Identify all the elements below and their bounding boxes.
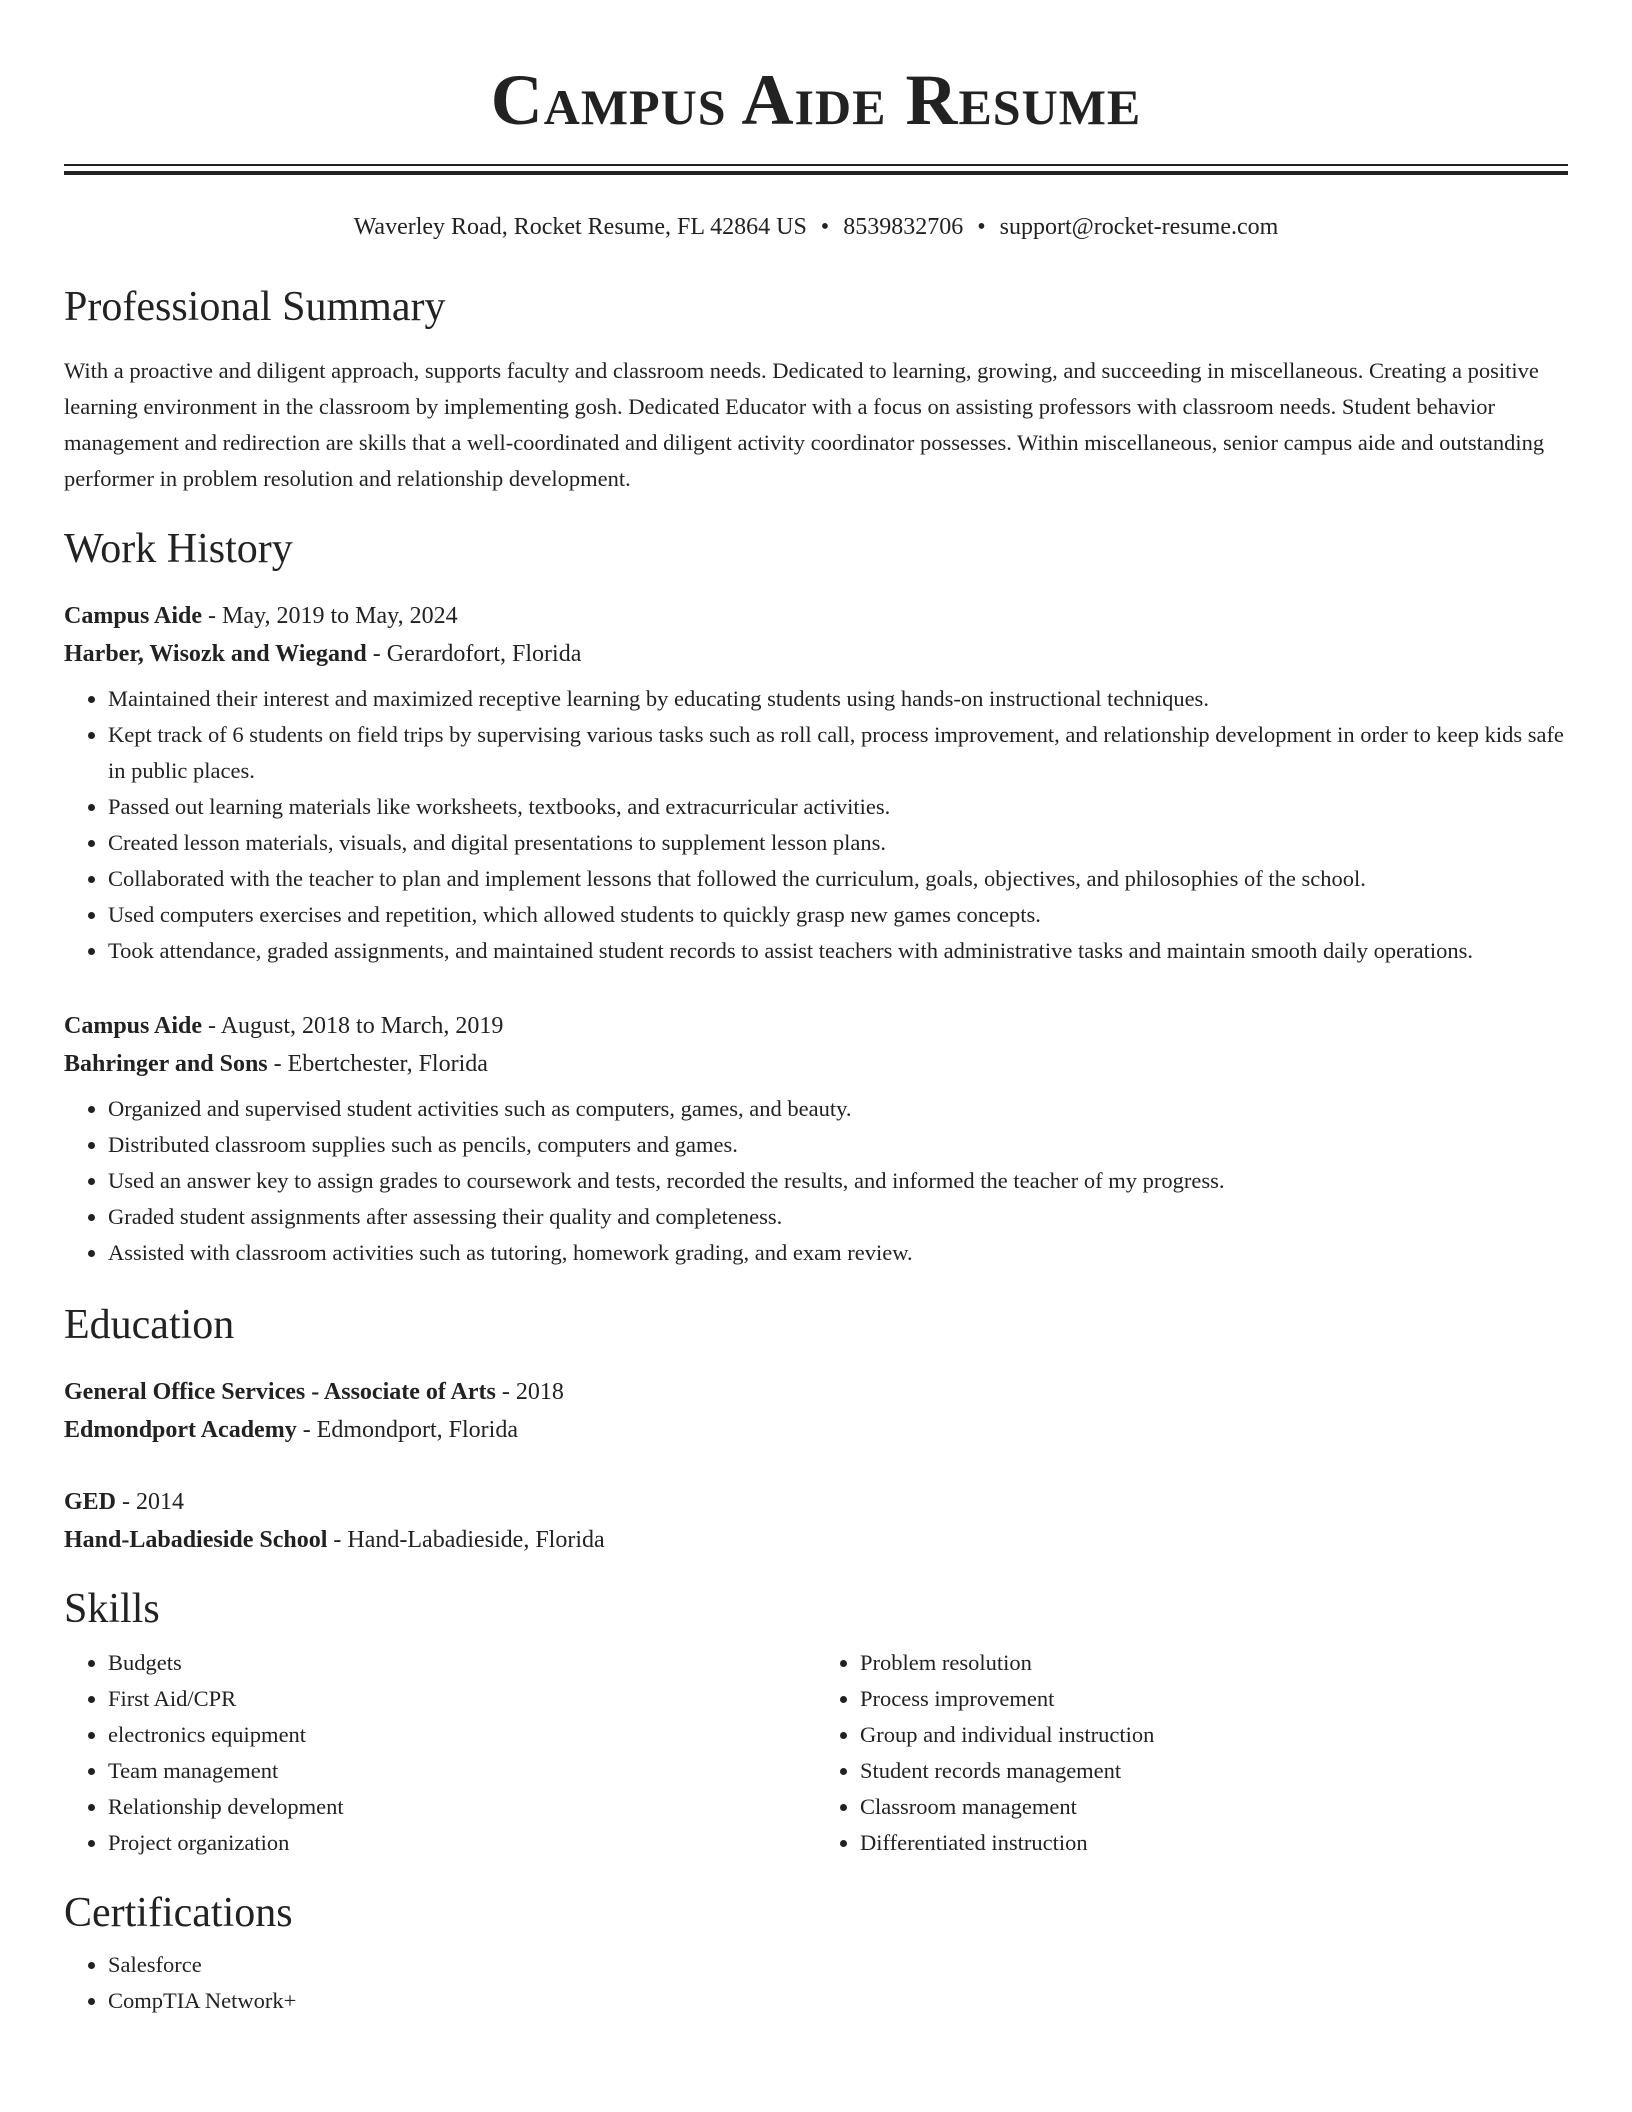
job-duty: • Created lesson materials, visuals, and digital presentations to supplement lesson plans. [108, 825, 1568, 861]
certification-item: • CompTIA Network+ [108, 1983, 1568, 2019]
skill-item: • Student records management [860, 1753, 1568, 1789]
job-location: - Gerardofort, Florida [366, 641, 582, 667]
job-duties-list [64, 681, 1568, 969]
skill-item: • First Aid/CPR [108, 1681, 816, 1717]
summary-text: With a proactive and diligent approach, supports faculty and classroom needs. Dedicated to learning, growing, and succeeding in miscellaneous. Creating a positive learning environment in the classroom by implementing gosh. Dedicated Educator with a focus on assisting professors with classroom needs. Student behavior management and redirection are skills that a well-coordinated and diligent activity coordinator possesses. Within miscellaneous, senior campus aide and outstanding performer in problem resolution and relationship development. [64, 358, 1545, 491]
job-duty: • Kept track of 6 students on field trips by supervising various tasks such as roll call, process improvement, and relationship development in order to keep kids safe in public places. [108, 717, 1568, 789]
education-location: - Edmondport, Florida [296, 1417, 518, 1443]
job-dates: - May, 2019 to May, 2024 [202, 603, 458, 629]
skill-item: • Budgets [108, 1645, 816, 1681]
job-duty: • Collaborated with the teacher to plan and implement lessons that followed the curriculum, goals, objectives, and philosophies of the school. [108, 861, 1568, 897]
job-entry [64, 597, 1568, 969]
education-school-line [64, 1411, 1568, 1449]
section-heading-summary: Professional Summary [64, 284, 446, 330]
education-location: - Hand-Labadieside, Florida [327, 1527, 605, 1553]
skill-item: • Relationship development [108, 1789, 816, 1825]
job-company: Harber, Wisozk and Wiegand [64, 641, 367, 667]
job-duty: • Used an answer key to assign grades to coursework and tests, recorded the results, and informed the teacher of my progress. [108, 1163, 1568, 1199]
contact-address: Waverley Road, Rocket Resume, FL 42864 US [353, 214, 807, 240]
skills-columns [64, 1645, 1568, 1861]
certification-item: • Salesforce [108, 1947, 1568, 1983]
job-duty: • Passed out learning materials like worksheets, textbooks, and extracurricular activities. [108, 789, 1568, 825]
education-entry [64, 1483, 1568, 1559]
section-heading-certifications: Certifications [64, 1890, 293, 1936]
skill-item: • electronics equipment [108, 1717, 816, 1753]
separator-dot: • [820, 214, 830, 240]
job-title-line [64, 1007, 1568, 1045]
education-degree: GED [64, 1489, 117, 1515]
contact-line [64, 211, 1568, 243]
job-duty: • Took attendance, graded assignments, and maintained student records to assist teachers with administrative tasks and maintain smooth daily operations. [108, 933, 1568, 969]
separator-dot: • [977, 214, 986, 240]
education-school: Hand-Labadieside School [64, 1527, 328, 1553]
education-degree-line [64, 1373, 1568, 1411]
skills-list-right [816, 1645, 1568, 1861]
education-school: Edmondport Academy [64, 1417, 297, 1443]
education-school-line [64, 1521, 1568, 1559]
skill-item: • Project organization [108, 1825, 816, 1861]
skill-item: • Differentiated instruction [860, 1825, 1568, 1861]
title-divider [64, 164, 1568, 175]
job-duty: • Organized and supervised student activities such as computers, games, and beauty. [108, 1091, 1568, 1127]
contact-email: support@rocket-resume.com [999, 214, 1279, 240]
skills-list-left [64, 1645, 816, 1861]
job-location: - Ebertchester, Florida [267, 1051, 488, 1077]
skill-item: • Process improvement [860, 1681, 1568, 1717]
job-duty: • Assisted with classroom activities such as tutoring, homework grading, and exam review. [108, 1235, 1568, 1271]
skill-item: • Team management [108, 1753, 816, 1789]
job-company-line [64, 1045, 1568, 1083]
job-company: Bahringer and Sons [64, 1051, 268, 1077]
contact-phone: 8539832706 [843, 214, 964, 240]
job-title: Campus Aide [64, 603, 203, 629]
education-entry [64, 1373, 1568, 1449]
education-degree-line [64, 1483, 1568, 1521]
job-title: Campus Aide [64, 1013, 203, 1039]
education-degree: General Office Services - Associate of Arts [64, 1379, 496, 1405]
job-duties-list [64, 1091, 1568, 1271]
job-dates: - August, 2018 to March, 2019 [202, 1013, 504, 1039]
job-duty: • Distributed classroom supplies such as pencils, computers and games. [108, 1127, 1568, 1163]
certifications-list [64, 1947, 1568, 2019]
resume-title: Campus Aide Resume [490, 60, 1142, 140]
section-heading-work-history: Work History [64, 526, 293, 572]
job-duty: • Used computers exercises and repetition, which allowed students to quickly grasp new games concepts. [108, 897, 1568, 933]
job-title-line [64, 597, 1568, 635]
education-year: - 2014 [116, 1489, 185, 1515]
skill-item: • Classroom management [860, 1789, 1568, 1825]
section-heading-skills: Skills [64, 1586, 160, 1632]
job-entry [64, 1007, 1568, 1271]
job-duty: • Maintained their interest and maximized receptive learning by educating students using hands-on instructional techniques. [108, 681, 1568, 717]
section-heading-education: Education [64, 1302, 235, 1348]
education-year: - 2018 [495, 1379, 564, 1405]
job-company-line [64, 635, 1568, 673]
skill-item: • Group and individual instruction [860, 1717, 1568, 1753]
job-duty: • Graded student assignments after assessing their quality and completeness. [108, 1199, 1568, 1235]
skill-item: • Problem resolution [860, 1645, 1568, 1681]
